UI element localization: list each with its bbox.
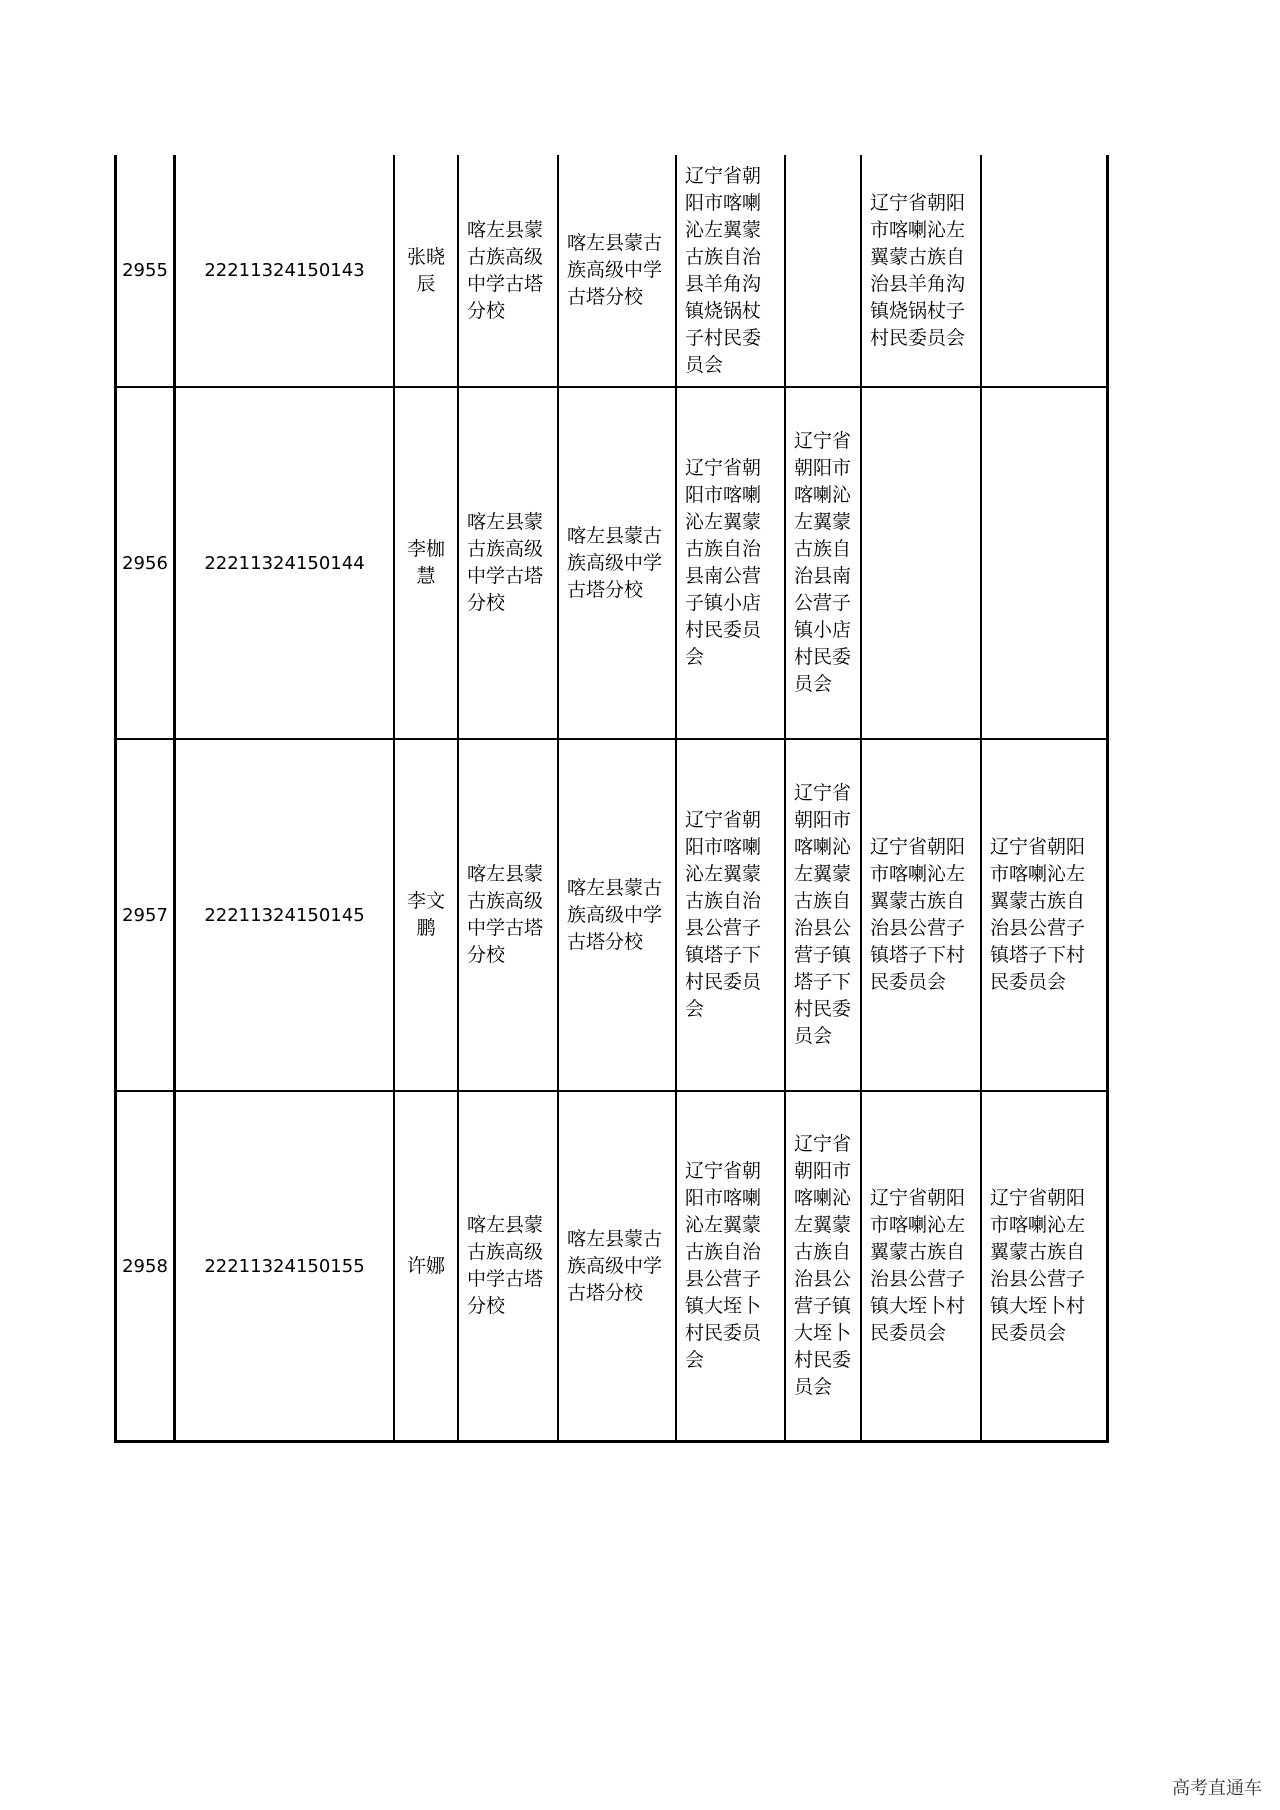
id-cell: [176, 1092, 393, 1440]
address-text: 辽宁省朝 阳市喀喇 沁左翼蒙 古族自治 县公营子 镇大垤卜 村民委员 会: [685, 1160, 762, 1371]
row-index-cell: [117, 155, 173, 386]
row-index-cell: [117, 1092, 173, 1440]
school-cell: [459, 740, 557, 1090]
address-text: 辽宁省朝 阳市喀喇 沁左翼蒙 古族自治 县羊角沟 镇烧锅杖 子村民委 员会: [685, 164, 762, 376]
address-cell: [982, 388, 1106, 738]
school-cell: [559, 740, 675, 1090]
school-cell: [559, 1092, 675, 1440]
row-index-cell: [117, 388, 173, 738]
candidate-id: 22211324150143: [204, 260, 365, 281]
school-name: 喀左县蒙 古族高级 中学古塔 分校: [467, 218, 544, 322]
address-text: 辽宁省朝阳 市喀喇沁左 翼蒙古族自 治县公营子 镇塔子下村 民委员会: [990, 836, 1086, 993]
candidate-name: 张晓 辰: [406, 245, 445, 295]
name-cell: [395, 155, 457, 386]
watermark-text: 高考直通车: [1172, 1778, 1262, 1799]
school-name: 喀左县蒙 古族高级 中学古塔 分校: [467, 863, 544, 966]
candidate-name: 李文 鹏: [406, 890, 445, 939]
id-cell: [176, 388, 393, 738]
address-cell: [862, 1092, 980, 1440]
school-name: 喀左县蒙古 族高级中学 古塔分校: [567, 524, 663, 601]
address-text: 辽宁省朝阳 市喀喇沁左 翼蒙古族自 治县公营子 镇塔子下村 民委员会: [870, 836, 966, 993]
address-text: 辽宁省 朝阳市 喀喇沁 左翼蒙 古族自 治县公 营子镇 大垤卜 村民委 员会: [794, 1133, 852, 1398]
address-cell: [786, 1092, 860, 1440]
address-cell: [786, 740, 860, 1090]
address-cell: [862, 388, 980, 738]
school-cell: [459, 155, 557, 386]
school-cell: [559, 155, 675, 386]
address-text: 辽宁省朝阳 市喀喇沁左 翼蒙古族自 治县公营子 镇大垤卜村 民委员会: [990, 1187, 1086, 1344]
address-text: 辽宁省 朝阳市 喀喇沁 左翼蒙 古族自 治县公 营子镇 塔子下 村民委 员会: [794, 782, 852, 1047]
address-cell: [786, 388, 860, 738]
name-cell: [395, 740, 457, 1090]
candidate-id: 22211324150155: [204, 1255, 365, 1277]
school-cell: [459, 1092, 557, 1440]
school-cell: [559, 388, 675, 738]
school-cell: [459, 388, 557, 738]
row-index: 2955: [122, 260, 168, 281]
school-name: 喀左县蒙古 族高级中学 古塔分校: [567, 1227, 663, 1304]
address-text: 辽宁省朝阳 市喀喇沁左 翼蒙古族自 治县羊角沟 镇烧锅杖子 村民委员会: [870, 191, 966, 349]
candidate-name: 李枷 慧: [406, 538, 445, 587]
address-cell: [982, 1092, 1106, 1440]
candidate-id: 22211324150145: [204, 904, 365, 926]
id-cell: [176, 740, 393, 1090]
address-text: 辽宁省朝阳 市喀喇沁左 翼蒙古族自 治县公营子 镇大垤卜村 民委员会: [870, 1187, 966, 1344]
address-cell: [677, 740, 784, 1090]
address-text: 辽宁省朝 阳市喀喇 沁左翼蒙 古族自治 县南公营 子镇小店 村民委员 会: [685, 457, 762, 668]
candidate-id: 22211324150144: [204, 552, 365, 574]
address-cell: [677, 388, 784, 738]
address-text: 辽宁省朝 阳市喀喇 沁左翼蒙 古族自治 县公营子 镇塔子下 村民委员 会: [685, 809, 762, 1020]
address-cell: [677, 155, 784, 386]
school-name: 喀左县蒙 古族高级 中学古塔 分校: [467, 1214, 544, 1317]
column-divider: [1106, 155, 1109, 1443]
address-cell: [786, 155, 860, 386]
address-cell: [982, 155, 1106, 386]
address-cell: [862, 740, 980, 1090]
school-name: 喀左县蒙古 族高级中学 古塔分校: [567, 876, 663, 953]
name-cell: [395, 1092, 457, 1440]
id-cell: [176, 155, 393, 386]
address-cell: [862, 155, 980, 386]
address-text: 辽宁省 朝阳市 喀喇沁 左翼蒙 古族自 治县南 公营子 镇小店 村民委 员会: [794, 430, 852, 695]
row-index-cell: [117, 740, 173, 1090]
name-cell: [395, 388, 457, 738]
address-cell: [982, 740, 1106, 1090]
table-bottom-border: [114, 1440, 1109, 1443]
school-name: 喀左县蒙古 族高级中学 古塔分校: [567, 232, 663, 308]
school-name: 喀左县蒙 古族高级 中学古塔 分校: [467, 511, 544, 614]
address-cell: [677, 1092, 784, 1440]
row-index: 2958: [122, 1255, 168, 1277]
candidate-name: 许娜: [406, 1254, 445, 1277]
row-index: 2956: [122, 552, 168, 574]
row-index: 2957: [122, 904, 168, 926]
